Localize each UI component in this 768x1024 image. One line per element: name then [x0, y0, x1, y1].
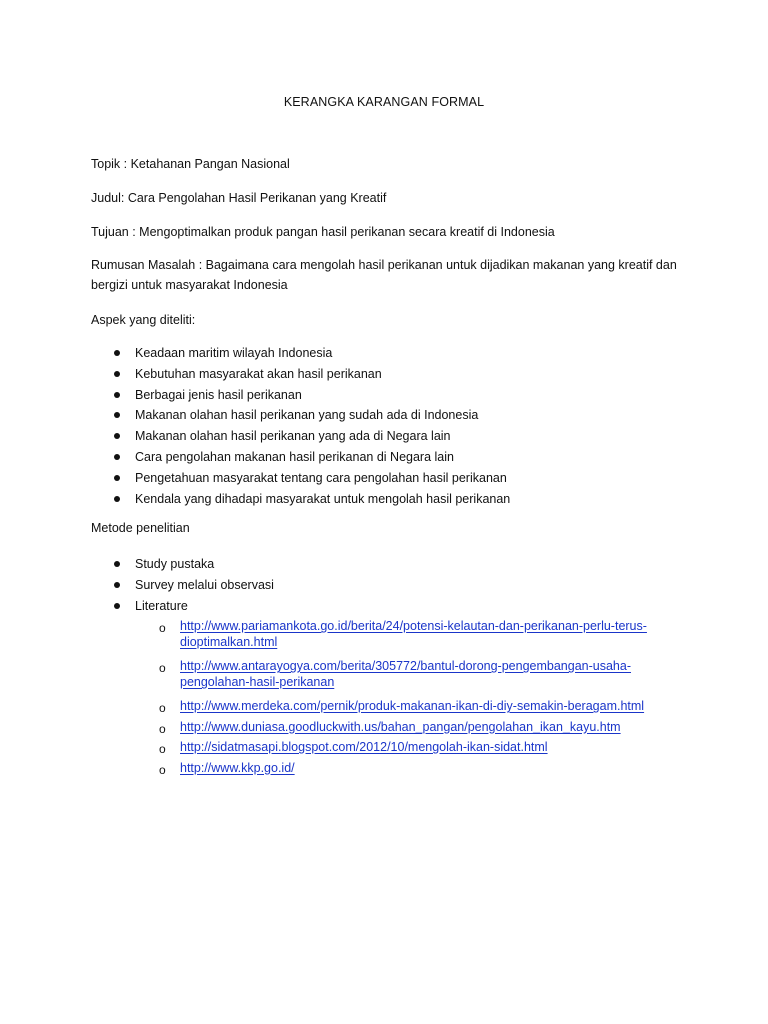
bullet-icon: [114, 433, 120, 439]
literature-link-sidatmasapi[interactable]: http://sidatmasapi.blogspot.com/2012/10/mengolah-ikan-sidat.html: [180, 740, 548, 754]
list-item: [91, 556, 274, 577]
sub-bullet-icon: o: [159, 742, 166, 756]
document-title: KERANGKA KARANGAN FORMAL: [283, 95, 485, 109]
bullet-icon: [114, 454, 120, 460]
link-line-2: pengolahan-hasil-perikanan: [180, 675, 335, 689]
list-item: [158, 658, 647, 698]
bullet-icon: [114, 603, 120, 609]
literature-link-antarayogya[interactable]: [180, 658, 631, 690]
list-item: [158, 760, 647, 781]
bullet-icon: [114, 350, 120, 356]
list-item: [158, 618, 647, 658]
aspek-list: [91, 345, 510, 511]
list-item-text: Cara pengolahan makanan hasil perikanan di Negara lain: [135, 449, 454, 464]
literature-link-merdeka[interactable]: http://www.merdeka.com/pernik/produk-makanan-ikan-di-diy-semakin-beragam.html: [180, 699, 645, 713]
list-item: [91, 345, 510, 366]
list-item-text: Kebutuhan masyarakat akan hasil perikanan: [135, 366, 382, 381]
list-item: [91, 407, 510, 428]
list-item-text: Keadaan maritim wilayah Indonesia: [135, 346, 333, 360]
rumusan-line-2: bergizi untuk masyarakat Indonesia: [91, 278, 288, 292]
sub-bullet-icon: o: [159, 721, 166, 736]
bullet-icon: [114, 496, 120, 502]
bullet-icon: [114, 561, 120, 567]
literature-link-kkp[interactable]: http://www.kkp.go.id/: [180, 760, 295, 775]
link-line-1: http://www.antarayogya.com/berita/305772/bantul-dorong-pengembangan-usaha-: [180, 659, 631, 673]
list-item-text: Makanan olahan hasil perikanan yang sudah ada di Indonesia: [135, 408, 479, 423]
list-item: [91, 577, 274, 598]
aspek-heading: Aspek yang diteliti:: [91, 313, 196, 327]
list-item: [91, 470, 510, 491]
list-item-text: Kendala yang dihadapi masyarakat untuk mengolah hasil perikanan: [135, 491, 511, 506]
metode-list: [91, 556, 274, 618]
list-item-text: Makanan olahan hasil perikanan yang ada di Negara lain: [135, 429, 451, 444]
list-item: [91, 428, 510, 449]
literature-link-pariamankota[interactable]: [180, 618, 647, 650]
list-item: [91, 598, 274, 619]
list-item: [91, 387, 510, 408]
sub-bullet-icon: o: [159, 621, 166, 635]
literature-links: [158, 618, 647, 780]
sub-bullet-icon: o: [159, 661, 166, 675]
bullet-icon: [114, 392, 120, 398]
literature-link-duniasa[interactable]: http://www.duniasa.goodluckwith.us/bahan_pangan/pengolahan_ikan_kayu.htm: [180, 719, 621, 734]
list-item: [91, 491, 510, 512]
bullet-icon: [114, 475, 120, 481]
judul-line: Judul: Cara Pengolahan Hasil Perikanan yang Kreatif: [91, 191, 387, 205]
bullet-icon: [114, 371, 120, 377]
list-item: [91, 449, 510, 470]
list-item-text: Berbagai jenis hasil perikanan: [135, 387, 302, 402]
sub-bullet-icon: o: [159, 701, 166, 715]
bullet-icon: [114, 582, 120, 588]
list-item: [91, 366, 510, 387]
link-line-2: dioptimalkan.html: [180, 635, 278, 649]
list-item: [158, 739, 647, 760]
metode-heading: Metode penelitian: [91, 521, 190, 535]
list-item: [158, 719, 647, 740]
list-item-text: Pengetahuan masyarakat tentang cara pengolahan hasil perikanan: [135, 470, 507, 485]
list-item: [158, 698, 647, 719]
sub-bullet-icon: o: [159, 762, 166, 777]
tujuan-line: Tujuan : Mengoptimalkan produk pangan hasil perikanan secara kreatif di Indonesia: [91, 225, 555, 239]
rumusan-line-1: Rumusan Masalah : Bagaimana cara mengolah hasil perikanan untuk dijadikan makanan yang kreatif dan: [91, 258, 677, 272]
list-item-text: Study pustaka: [135, 557, 215, 571]
bullet-icon: [114, 412, 120, 418]
list-item-text: Literature: [135, 598, 188, 613]
topik-line: Topik : Ketahanan Pangan Nasional: [91, 157, 290, 171]
list-item-text: Survey melalui observasi: [135, 577, 274, 592]
link-line-1: http://www.pariamankota.go.id/berita/24/potensi-kelautan-dan-perikanan-perlu-terus-: [180, 619, 647, 633]
